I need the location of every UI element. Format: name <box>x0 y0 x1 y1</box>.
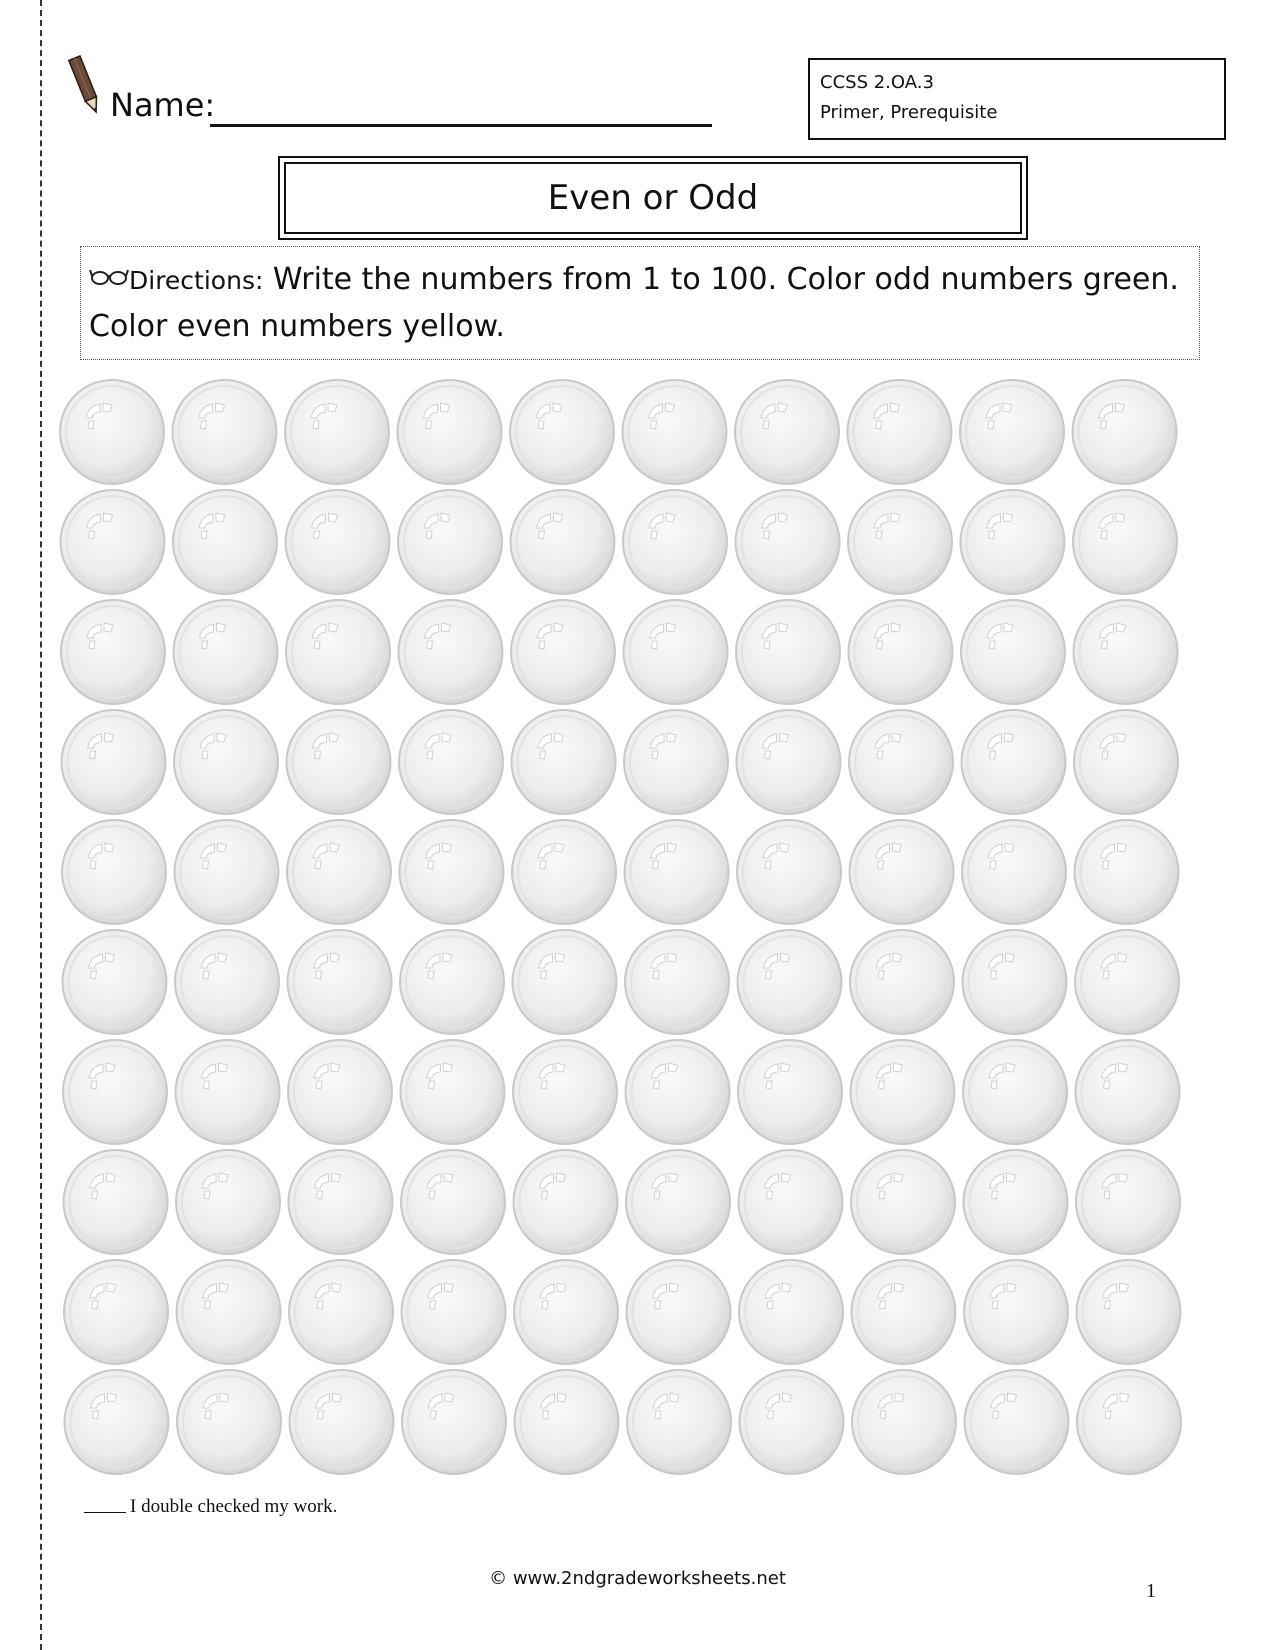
bubble[interactable] <box>287 710 391 814</box>
name-label: Name: <box>110 86 216 124</box>
bubble[interactable] <box>62 820 166 924</box>
bubble[interactable] <box>173 380 277 484</box>
bubble[interactable] <box>737 820 841 924</box>
bubble[interactable] <box>61 600 165 704</box>
bubble[interactable] <box>1075 820 1179 924</box>
bubble[interactable] <box>626 1040 730 1144</box>
directions-text: Write the numbers from 1 to 100. Color odd numbers green. Color even numbers yellow. <box>89 262 1179 344</box>
bubble[interactable] <box>1074 710 1178 814</box>
bubble[interactable] <box>400 930 504 1034</box>
bubble[interactable] <box>60 380 164 484</box>
bubble[interactable] <box>512 710 616 814</box>
page-title: Even or Odd <box>284 162 1022 234</box>
bubble[interactable] <box>961 600 1065 704</box>
bubble[interactable] <box>962 820 1066 924</box>
bubble[interactable] <box>739 1260 843 1364</box>
bubble[interactable] <box>513 1040 617 1144</box>
bubble[interactable] <box>848 380 952 484</box>
bubble[interactable] <box>849 600 953 704</box>
bubble[interactable] <box>173 490 277 594</box>
bubble[interactable] <box>1076 1150 1180 1254</box>
bubble[interactable] <box>1077 1260 1181 1364</box>
bubble[interactable] <box>288 1040 392 1144</box>
bubble[interactable] <box>398 380 502 484</box>
bubble[interactable] <box>851 1040 955 1144</box>
bubble[interactable] <box>401 1150 505 1254</box>
bubble[interactable] <box>285 380 389 484</box>
bubble[interactable] <box>399 710 503 814</box>
bubble[interactable] <box>61 490 165 594</box>
bubble[interactable] <box>286 600 390 704</box>
bubble[interactable] <box>63 930 167 1034</box>
bubble[interactable] <box>1077 1370 1181 1474</box>
copyright-footer: © www.2ndgradeworksheets.net <box>489 1568 786 1589</box>
bubble[interactable] <box>514 1150 618 1254</box>
bubble[interactable] <box>401 1040 505 1144</box>
bubble[interactable] <box>176 1040 280 1144</box>
bubble[interactable] <box>402 1260 506 1364</box>
bubble[interactable] <box>287 820 391 924</box>
bubble[interactable] <box>851 1150 955 1254</box>
bubble[interactable] <box>402 1370 506 1474</box>
bubble[interactable] <box>625 930 729 1034</box>
bubble[interactable] <box>63 1040 167 1144</box>
bubble[interactable] <box>624 600 728 704</box>
bubble[interactable] <box>400 820 504 924</box>
bubble[interactable] <box>1074 600 1178 704</box>
bubble[interactable] <box>64 1150 168 1254</box>
bubble[interactable] <box>623 490 727 594</box>
bubble[interactable] <box>62 710 166 814</box>
bubble[interactable] <box>64 1260 168 1364</box>
bubble[interactable] <box>738 1040 842 1144</box>
bubble[interactable] <box>625 820 729 924</box>
bubble[interactable] <box>514 1260 618 1364</box>
bubble[interactable] <box>511 490 615 594</box>
bubble[interactable] <box>623 380 727 484</box>
level-text: Primer, Prerequisite <box>820 102 998 123</box>
bubble[interactable] <box>737 710 841 814</box>
bubble[interactable] <box>849 710 953 814</box>
bubble[interactable] <box>964 1260 1068 1364</box>
bubble[interactable] <box>513 930 617 1034</box>
bubble[interactable] <box>177 1370 281 1474</box>
bubble[interactable] <box>965 1370 1069 1474</box>
bubble[interactable] <box>850 930 954 1034</box>
bubble[interactable] <box>510 380 614 484</box>
bubble[interactable] <box>963 930 1067 1034</box>
bubble[interactable] <box>962 710 1066 814</box>
page-number: 1 <box>1146 1580 1156 1602</box>
bubble[interactable] <box>850 820 954 924</box>
bubble[interactable] <box>511 600 615 704</box>
bubble[interactable] <box>286 490 390 594</box>
bubble[interactable] <box>398 490 502 594</box>
bubble[interactable] <box>399 600 503 704</box>
bubble[interactable] <box>174 710 278 814</box>
bubble[interactable] <box>1073 380 1177 484</box>
bubble[interactable] <box>736 600 840 704</box>
checklist-text: I double checked my work. <box>130 1496 338 1517</box>
bubble[interactable] <box>175 820 279 924</box>
bubble[interactable] <box>740 1370 844 1474</box>
bubble[interactable] <box>736 490 840 594</box>
bubble[interactable] <box>289 1150 393 1254</box>
bubble[interactable] <box>627 1260 731 1364</box>
bubble[interactable] <box>848 490 952 594</box>
bubble[interactable] <box>739 1150 843 1254</box>
bubble[interactable] <box>1073 490 1177 594</box>
bubble[interactable] <box>852 1260 956 1364</box>
directions-label: Directions: <box>129 266 264 295</box>
checklist-blank[interactable] <box>84 1512 126 1513</box>
bubble[interactable] <box>735 380 839 484</box>
bubble[interactable] <box>961 490 1065 594</box>
bubble[interactable] <box>963 1040 1067 1144</box>
bubble[interactable] <box>512 820 616 924</box>
bubble[interactable] <box>175 930 279 1034</box>
bubble[interactable] <box>627 1370 731 1474</box>
bubble[interactable] <box>290 1370 394 1474</box>
bubble[interactable] <box>626 1150 730 1254</box>
bubble[interactable] <box>960 380 1064 484</box>
bubble[interactable] <box>177 1260 281 1364</box>
bubble[interactable] <box>1076 1040 1180 1144</box>
bubble[interactable] <box>289 1260 393 1364</box>
bubble[interactable] <box>624 710 728 814</box>
standard-code: CCSS 2.OA.3 <box>820 72 934 93</box>
bubble[interactable] <box>964 1150 1068 1254</box>
bubble[interactable] <box>515 1370 619 1474</box>
bubble[interactable] <box>1075 930 1179 1034</box>
bubble[interactable] <box>176 1150 280 1254</box>
bubble[interactable] <box>852 1370 956 1474</box>
bubble[interactable] <box>65 1370 169 1474</box>
bubble[interactable] <box>288 930 392 1034</box>
bubble[interactable] <box>738 930 842 1034</box>
bubble[interactable] <box>174 600 278 704</box>
